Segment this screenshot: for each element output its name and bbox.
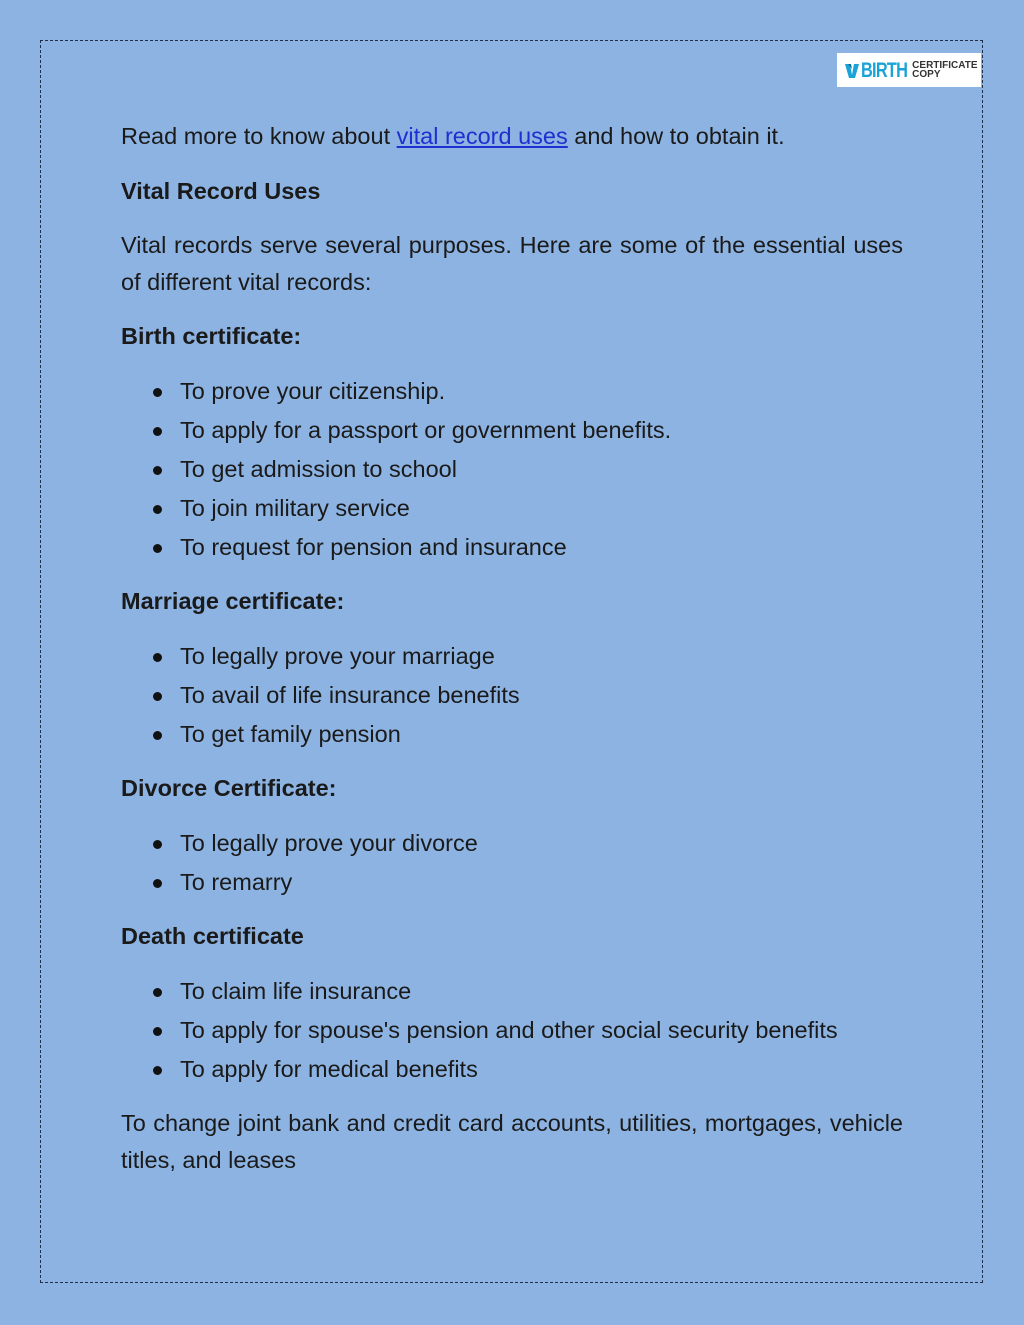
- section-title: Marriage certificate:: [121, 588, 345, 614]
- bullet-list: [121, 372, 903, 567]
- bullet-icon: [153, 653, 162, 662]
- list-item-text: To claim life insurance: [180, 978, 412, 1004]
- uses-heading: Vital Record Uses: [121, 178, 321, 204]
- logo-copy-text: COPY: [912, 69, 941, 80]
- bullet-icon: [153, 466, 162, 475]
- list-item: [121, 972, 903, 1011]
- list-item: [121, 372, 903, 411]
- section-title: Death certificate: [121, 923, 304, 949]
- list-item: [121, 489, 903, 528]
- list-item-text: To get admission to school: [180, 456, 457, 482]
- logo-mark-icon: [845, 62, 859, 79]
- bullet-icon: [153, 731, 162, 740]
- uses-paragraph: Vital records serve several purposes. Here are some of the essential uses of different vital records:: [121, 232, 903, 295]
- brand-logo: [837, 53, 981, 87]
- intro-paragraph: [121, 118, 903, 155]
- list-item: [121, 637, 903, 676]
- list-item-text: To legally prove your marriage: [180, 643, 495, 669]
- bullet-icon: [153, 1027, 162, 1036]
- list-item-text: To join military service: [180, 495, 410, 521]
- logo-right-text: [912, 61, 977, 79]
- intro-after: and how to obtain it.: [567, 123, 785, 149]
- bullet-icon: [153, 879, 162, 888]
- list-item-text: To remarry: [180, 869, 293, 895]
- bullet-icon: [153, 544, 162, 553]
- closing-paragraph: To change joint bank and credit card accounts, utilities, mortgages, vehicle titles, and leases: [121, 1110, 903, 1173]
- certificate-sections: [121, 318, 903, 1089]
- list-item: [121, 1050, 903, 1089]
- list-item: [121, 863, 903, 902]
- list-item-text: To apply for a passport or government benefits.: [180, 417, 672, 443]
- list-item-text: To request for pension and insurance: [180, 534, 567, 560]
- bullet-icon: [153, 988, 162, 997]
- bullet-list: [121, 972, 903, 1089]
- list-item: [121, 528, 903, 567]
- intro-before: Read more to know about: [121, 123, 397, 149]
- bullet-icon: [153, 505, 162, 514]
- vital-record-uses-link[interactable]: vital record uses: [396, 123, 568, 149]
- list-item: [121, 1011, 903, 1050]
- bullet-icon: [153, 692, 162, 701]
- bullet-list: [121, 824, 903, 902]
- bullet-icon: [153, 388, 162, 397]
- list-item: [121, 411, 903, 450]
- list-item-text: To apply for medical benefits: [180, 1056, 478, 1082]
- document-body: [121, 118, 903, 1179]
- list-item-text: To prove your citizenship.: [180, 378, 446, 404]
- logo-birth-text: BIRTH: [861, 58, 908, 82]
- bullet-icon: [153, 840, 162, 849]
- list-item: [121, 824, 903, 863]
- section-title: Birth certificate:: [121, 323, 302, 349]
- list-item: [121, 450, 903, 489]
- list-item-text: To legally prove your divorce: [180, 830, 478, 856]
- list-item: [121, 715, 903, 754]
- bullet-icon: [153, 427, 162, 436]
- bullet-list: [121, 637, 903, 754]
- list-item-text: To avail of life insurance benefits: [180, 682, 520, 708]
- section-title: Divorce Certificate:: [121, 775, 337, 801]
- list-item: [121, 676, 903, 715]
- list-item-text: To apply for spouse's pension and other social security benefits: [180, 1017, 838, 1043]
- list-item-text: To get family pension: [180, 721, 401, 747]
- bullet-icon: [153, 1066, 162, 1075]
- logo-certificate-text: CERTIFICATE: [912, 60, 978, 71]
